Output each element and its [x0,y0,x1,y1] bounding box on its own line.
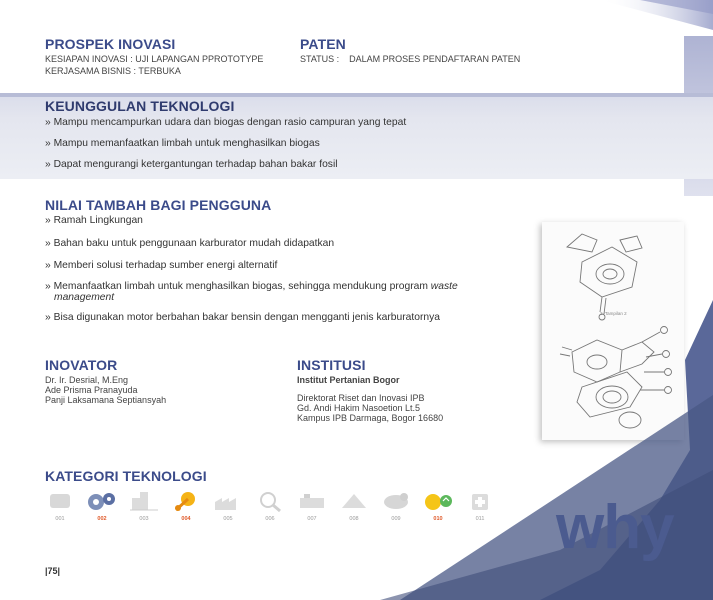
energy-icon [168,488,204,514]
institusi-name: Institut Pertanian Bogor [297,375,400,385]
nilai-title: NILAI TAMBAH BAGI PENGGUNA [45,197,272,213]
category-num-003: 003 [139,516,149,522]
category-num-002: 002 [97,516,107,522]
paten-status: STATUS : DALAM PROSES PENDAFTARAN PATEN [300,54,521,64]
recycle-icon [420,488,456,514]
keunggulan-item-1: » Mampu mencampurkan udara dan biogas dengan rasio campuran yang tepat [45,117,407,128]
nilai-item-4-cont [54,291,114,304]
nilai-item-1: » Ramah Lingkungan [45,215,143,226]
agriculture-icon [42,488,78,514]
category-num-010: 010 [433,516,443,522]
machinery-icon [84,488,120,514]
category-num-006: 006 [265,516,275,522]
nilai-item-4-italic: waste [430,281,458,292]
category-num-005: 005 [223,516,233,522]
institusi-address-2: Gd. Andi Hakim Nasoetion Lt.5 [297,403,421,413]
kategori-title: KATEGORI TEKNOLOGI [45,468,207,484]
inovator-name-3: Panji Laksamana Septiansyah [45,395,167,405]
building-icon [126,488,162,514]
nilai-item-4-italic-2: management [54,292,115,303]
inovator-title: INOVATOR [45,357,118,373]
industry-icon [210,488,246,514]
inovator-name-1: Dr. Ir. Desrial, M.Eng [45,375,129,385]
livestock-icon [378,488,414,514]
keunggulan-item-3: » Dapat mengurangi ketergantungan terhadap bahan bakar fosil [45,159,338,170]
keunggulan-band-top [0,93,713,97]
institusi-address-1: Direktorat Riset dan Inovasi IPB [297,393,425,403]
keunggulan-item-2: » Mampu memanfaatkan limbah untuk menghasilkan biogas [45,138,320,149]
nilai-item-5: » Bisa digunakan motor berbahan bakar bensin dengan mengganti jenis karburatornya [45,312,440,323]
research-icon [252,488,288,514]
institusi-address-3: Kampus IPB Darmaga, Bogor 16680 [297,413,444,423]
health-icon [462,488,498,514]
prospek-title: PROSPEK INOVASI [45,36,176,52]
paten-title: PATEN [300,36,346,52]
category-num-009: 009 [391,516,401,522]
category-num-007: 007 [307,516,317,522]
top-decoration [0,0,713,40]
prospek-line1: KESIAPAN INOVASI : UJI LAPANGAN PPROTOTYPE [45,54,264,64]
category-num-001: 001 [55,516,65,522]
why-label: why [556,493,674,562]
figure-caption: 2. Tampilan 2 [600,311,627,316]
category-num-011: 011 [475,516,485,522]
keunggulan-title: KEUNGGULAN TEKNOLOGI [45,98,235,114]
page-number: |75| [45,566,61,576]
nilai-item-3: » Memberi solusi terhadap sumber energi alternatif [45,260,278,271]
nilai-item-4-text: » Memanfaatkan limbah untuk menghasilkan biogas, sehingga mendukung program [45,281,431,292]
institusi-title: INSTITUSI [297,357,366,373]
category-num-008: 008 [349,516,359,522]
food-icon [294,488,330,514]
fishery-icon [336,488,372,514]
nilai-item-2: » Bahan baku untuk penggunaan karburator mudah didapatkan [45,238,335,249]
category-num-004: 004 [181,516,191,522]
inovator-name-2: Ade Prisma Pranayuda [45,385,138,395]
prospek-line2: KERJASAMA BISNIS : TERBUKA [45,66,181,76]
